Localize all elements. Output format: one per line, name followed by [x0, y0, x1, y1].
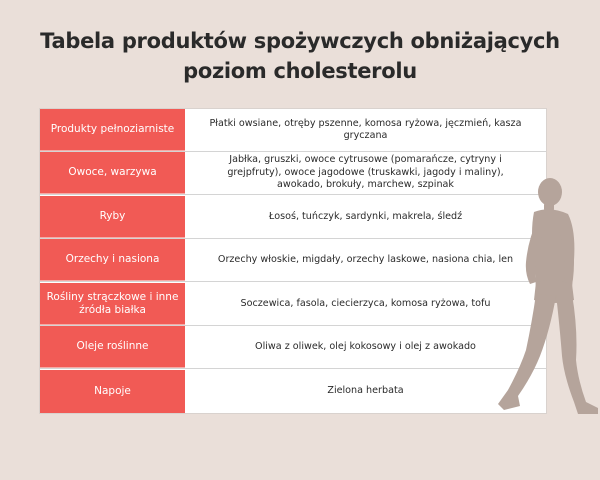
food-table	[40, 109, 546, 413]
walking-person-silhouette	[494, 170, 600, 420]
category-cell: Owoce, warzywa	[40, 152, 185, 194]
foods-cell: Soczewica, fasola, ciecierzyca, komosa ryżowa, tofu	[240, 297, 491, 309]
category-cell: Orzechy i nasiona	[40, 239, 185, 281]
category-cell: Oleje roślinne	[40, 326, 185, 368]
table-row	[40, 109, 546, 152]
table-row	[40, 370, 546, 413]
table-row	[40, 196, 546, 239]
category-cell: Napoje	[40, 370, 185, 413]
table-row	[40, 152, 546, 195]
table-row	[40, 239, 546, 282]
foods-cell: Oliwa z oliwek, olej kokosowy i olej z awokado	[255, 340, 476, 352]
table-row	[40, 283, 546, 326]
foods-cell: Orzechy włoskie, migdały, orzechy laskowe, nasiona chia, len	[217, 253, 514, 265]
title-line-2: poziom cholesterolu	[183, 59, 417, 83]
foods-cell: Łosoś, tuńczyk, sardynki, makrela, śledź	[268, 210, 463, 222]
category-cell: Rośliny strączkowe i inne źródła białka	[40, 283, 185, 325]
foods-cell: Jabłka, gruszki, owoce cytrusowe (pomarańcze, cytryny i grejpfruty), owoce jagodowe (truskawki, jagody i maliny), awokado, brokuły, marchew, szpinak	[227, 154, 504, 191]
category-cell: Ryby	[40, 196, 185, 238]
foods-cell: Płatki owsiane, otręby pszenne, komosa ryżowa, jęczmień, kasza gryczana	[209, 117, 522, 141]
page-title	[0, 26, 600, 86]
title-line-1: Tabela produktów spożywczych obniżających	[40, 29, 560, 53]
foods-cell: Zielona herbata	[327, 385, 404, 397]
table-row	[40, 326, 546, 369]
category-cell: Produkty pełnoziarniste	[40, 109, 185, 151]
